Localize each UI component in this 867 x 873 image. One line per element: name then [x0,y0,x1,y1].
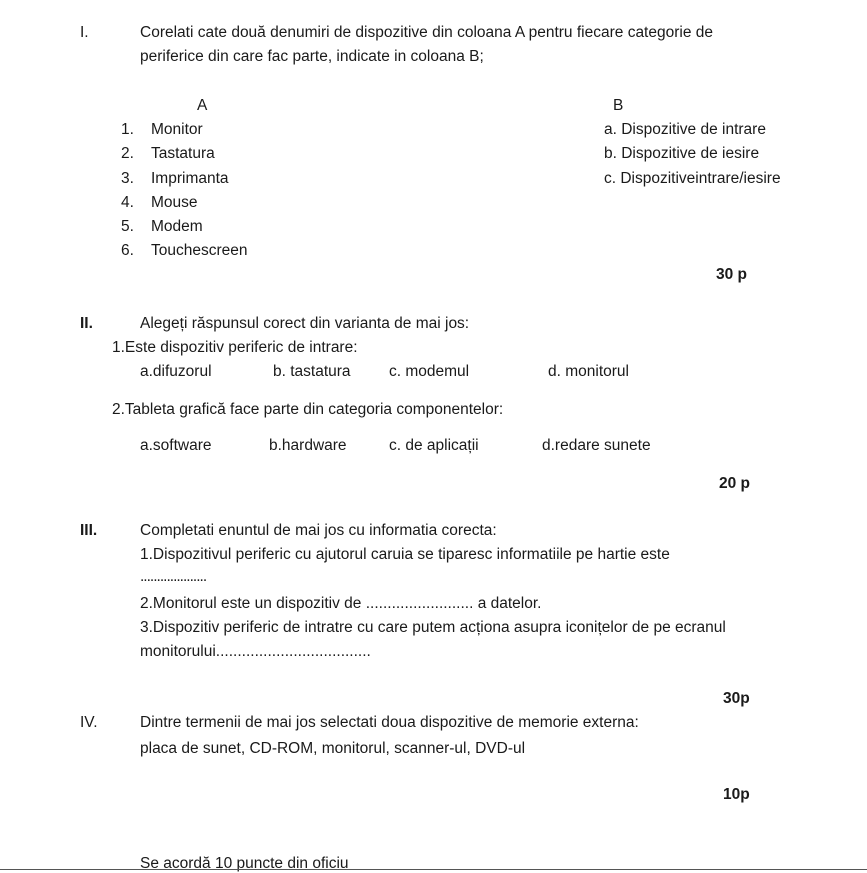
fill-item-1-blank: .................... [140,568,207,585]
section4-instruction: Dintre termenii de mai jos selectati doua dispozitive de memorie externa: [140,714,639,731]
column-a-header: A [197,97,208,114]
q1-option-d: d. monitorul [548,363,629,380]
section4-points: 10p [723,786,750,803]
q1-option-b: b. tastatura [273,363,351,380]
section4-roman: IV. [80,714,98,731]
fill-item-3-line1: 3.Dispozitiv periferic de intratre cu care putem acționa asupra iconițelor de pe ecranul [140,619,726,636]
section1-points: 30 p [716,266,748,283]
page-divider [0,869,867,870]
fill-item-3-line2: monitorului.................................... [140,643,371,660]
fill-item-2: 2.Monitorul este un dispozitiv de ......................... a datelor. [140,595,542,612]
col-a-item: Mouse [151,194,198,211]
section1-instruction-line2: periferice din care fac parte, indicate in coloana B; [140,48,484,65]
col-a-num: 5. [121,218,134,235]
col-b-item: b. Dispozitive de iesire [604,145,760,162]
fill-item-1: 1.Dispozitivul periferic cu ajutorul caruia se tiparesc informatiile pe hartie este [140,546,670,563]
section1-roman: I. [80,24,89,41]
col-b-item: c. Dispozitiveintrare/iesire [604,170,781,187]
question-2: 2.Tableta grafică face parte din categoria componentelor: [112,401,504,418]
col-a-item: Imprimanta [151,170,229,187]
col-b-item: a. Dispozitive de intrare [604,121,766,138]
q2-option-a: a.software [140,437,212,454]
col-a-num: 6. [121,242,134,259]
section1-instruction-line1: Corelati cate două denumiri de dispozitive din coloana A pentru fiecare categorie de [140,24,714,41]
col-a-num: 2. [121,145,134,162]
q1-option-a: a.difuzorul [140,363,212,380]
section3-instruction: Completati enuntul de mai jos cu informatia corecta: [140,522,497,539]
question-1: 1.Este dispozitiv periferic de intrare: [112,339,358,356]
col-a-num: 1. [121,121,134,138]
q1-option-c: c. modemul [389,363,470,380]
section3-roman: III. [80,522,98,539]
section4-terms: placa de sunet, CD-ROM, monitorul, scanner-ul, DVD-ul [140,740,526,757]
footer-text: Se acordă 10 puncte din oficiu [140,855,349,872]
col-a-item: Touchescreen [151,242,248,259]
section2-instruction: Alegeți răspunsul corect din varianta de mai jos: [140,315,470,332]
col-a-num: 4. [121,194,134,211]
col-a-item: Modem [151,218,203,235]
section2-points: 20 p [719,475,751,492]
col-a-num: 3. [121,170,134,187]
q2-option-d: d.redare sunete [542,437,651,454]
section3-points: 30p [723,690,750,707]
q2-option-c: c. de aplicații [389,437,479,454]
section2-roman: II. [80,315,93,332]
col-a-item: Monitor [151,121,203,138]
q2-option-b: b.hardware [269,437,347,454]
column-b-header: B [613,97,624,114]
col-a-item: Tastatura [151,145,215,162]
